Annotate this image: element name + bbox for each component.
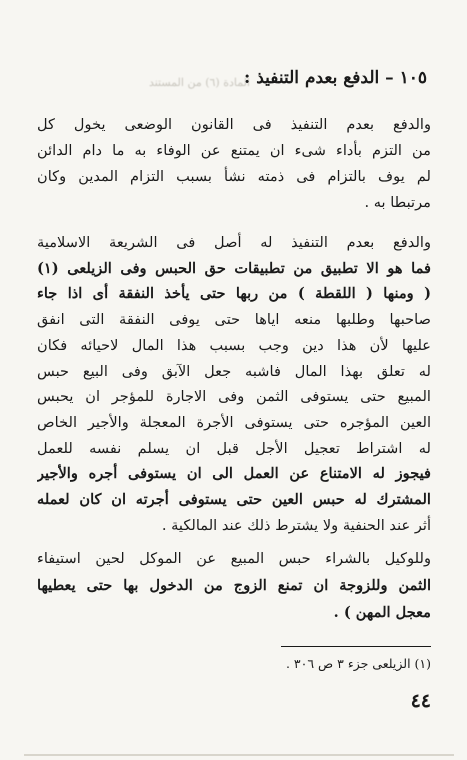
footnote: (١) الزيلعى جزء ٣ ص ٣٠٦ . <box>285 656 431 671</box>
paragraph-3 <box>37 545 431 626</box>
paragraph-line: فيجوز له الامتناع عن العمل الى ان يستوفى أجره والأجير <box>37 465 431 483</box>
paragraph-line: صاحبها وطلبها منعه اياها حتى يوفى النفقة التى انفق <box>37 311 431 329</box>
paragraph-line: ( ومنها ( اللقطة ) من ربها حتى يأخذ النفقة أى اذا جاء <box>37 285 431 303</box>
paragraph-line: لم يوف بالتزام فى ذمته نشأ بسبب التزام المدين وكان <box>37 168 431 185</box>
paragraph-line: والدفع بعدم التنفيذ له أصل فى الشريعة الاسلامية <box>37 234 431 251</box>
paragraph-line: والدفع بعدم التنفيذ فى القانون الوضعى يخول كل <box>37 116 431 133</box>
scan-edge-line <box>24 754 454 756</box>
paragraph-line: عليها لأن هذا دين وجب بسبب هذا المال لاحيائه فكان <box>37 336 431 354</box>
paragraph-line: أثر عند الحنفية ولا يشترط ذلك عند المالكية . <box>161 516 431 534</box>
paragraph-line: معجل المهن ) . <box>333 604 431 621</box>
paragraph-line: الثمن وللزوجة ان تمنع الزوج من الدخول بها حتى يعطيها <box>37 577 431 594</box>
paragraph-line: المبيع حتى يستوفى الثمن وفى الاجارة للمؤجر ان يحبس <box>37 388 431 406</box>
paragraph-1 <box>37 112 431 216</box>
paragraph-line: له تعلق بهذا المال فاشبه جعل الآبق وفى البيع حبس <box>37 362 431 380</box>
paragraph-line: المشترك له حبس العين حتى يستوفى أجرته ان كان لعمله <box>37 491 431 509</box>
paragraph-line: وللوكيل بالشراء حبس المبيع عن الموكل لحين استيفاء <box>37 550 431 567</box>
paragraph-line: العين المؤجره حتى يستوفى الأجرة المعجلة والأجير الخاص <box>37 413 431 431</box>
paragraph-2 <box>37 230 431 538</box>
section-heading: ١٠٥ – الدفع بعدم التنفيذ : <box>244 68 427 88</box>
paragraph-line: مرتبطا به . <box>364 194 431 211</box>
paragraph-line: فما هو الا تطبيق من تطبيقات حق الحبس وفى الزيلعى (١) <box>37 259 431 277</box>
faint-bleed-through-text: المادة (٦) من المستند <box>148 76 250 89</box>
paragraph-line: من التزم بأداء شىء ان يمتنع عن الوفاء به ما دام الدائن <box>37 142 431 159</box>
footnote-divider <box>281 646 431 647</box>
page-number: ٤٤ <box>410 690 431 712</box>
paragraph-line: له اشتراط تعجيل الأجل قبل ان يسلم نفسه للعمل <box>37 439 431 457</box>
